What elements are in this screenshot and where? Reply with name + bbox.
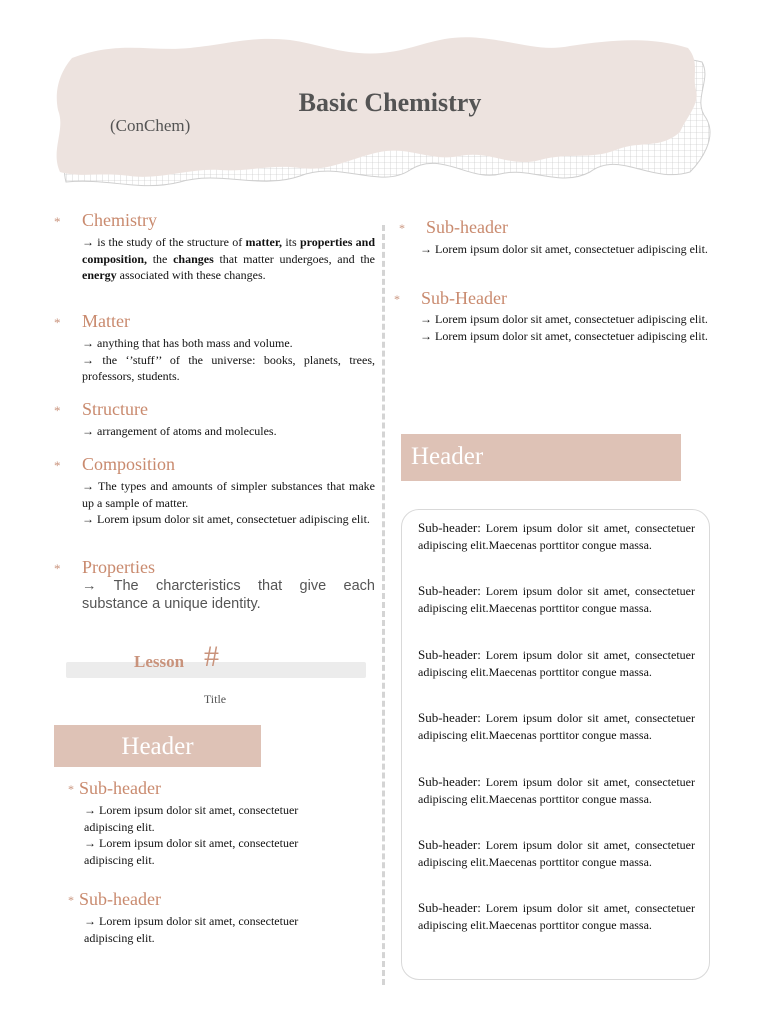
card-item: Sub-header: Lorem ipsum dolor sit amet, consectetuer adipiscing elit.Maecenas porttitor congue massa. [418,583,695,615]
subheader-title: Sub-header [426,217,508,237]
subheader-body: → Lorem ipsum dolor sit amet, consectetuer adipiscing elit. → Lorem ipsum dolor sit amet, consectetuer adipiscing elit. [420,312,708,343]
bullet-star: * [68,893,74,907]
card-item: Sub-header: Lorem ipsum dolor sit amet, consectetuer adipiscing elit.Maecenas porttitor congue massa. [418,710,695,742]
subheader-body: → Lorem ipsum dolor sit amet, consectetuer adipiscing elit. [420,242,708,256]
document-title: Basic Chemistry [298,88,482,117]
term-name: Composition [82,454,176,474]
card-item: Sub-header: Lorem ipsum dolor sit amet, consectetuer adipiscing elit.Maecenas porttitor congue massa. [418,774,695,806]
lesson-label: Lesson [134,652,185,671]
bullet-star: * [54,403,61,418]
bullet-star: * [54,458,61,473]
bullet-star: * [54,561,61,576]
term-definition: → The types and amounts of simpler substances that make up a sample of matter. → Lorem ipsum dolor sit amet, consectetuer adipiscing elit. [82,479,375,526]
bullet-star: * [399,221,405,235]
lesson-title: Title [203,692,227,706]
term-name: Structure [82,399,148,419]
card-item: Sub-header: Lorem ipsum dolor sit amet, consectetuer adipiscing elit.Maecenas porttitor congue massa. [418,647,695,679]
bullet-star: * [68,782,74,796]
term-definition: → The charcteristics that give each substance a unique identity. [82,578,375,612]
subheader-title: Sub-header [79,778,161,798]
subheader-body: → Lorem ipsum dolor sit amet, consectetuer adipiscing elit. [84,914,299,945]
term-definition: → anything that has both mass and volume. → the ‘’stuff’’ of the universe: books, planets, trees, professors, students. [82,336,375,383]
column-divider [382,225,385,985]
right-header: Header [401,434,681,481]
term-definition: → is the study of the structure of matter, its properties and composition, the changes that matter undergoes, and the energy associated with these changes. [82,235,375,282]
subheader-card [401,509,710,980]
card-item: Sub-header: Lorem ipsum dolor sit amet, consectetuer adipiscing elit.Maecenas porttitor congue massa. [418,520,695,552]
term-name: Matter [82,311,130,331]
term-name: Chemistry [82,210,157,230]
bullet-star: * [54,214,61,229]
bullet-star: * [394,292,400,306]
left-header: Header [54,725,261,767]
bullet-star: * [54,315,61,330]
card-item: Sub-header: Lorem ipsum dolor sit amet, consectetuer adipiscing elit.Maecenas porttitor congue massa. [418,837,695,869]
subheader-title: Sub-Header [421,288,507,308]
document-subtitle: (ConChem) [110,116,191,135]
lesson-number: # [204,640,219,673]
subheader-body: → Lorem ipsum dolor sit amet, consectetuer adipiscing elit. → Lorem ipsum dolor sit amet, consectetuer adipiscing elit. [84,803,299,867]
card-item: Sub-header: Lorem ipsum dolor sit amet, consectetuer adipiscing elit.Maecenas porttitor congue massa. [418,900,695,932]
term-name: Properties [82,557,155,577]
subheader-title: Sub-header [79,889,161,909]
term-definition: → arrangement of atoms and molecules. [82,424,277,438]
